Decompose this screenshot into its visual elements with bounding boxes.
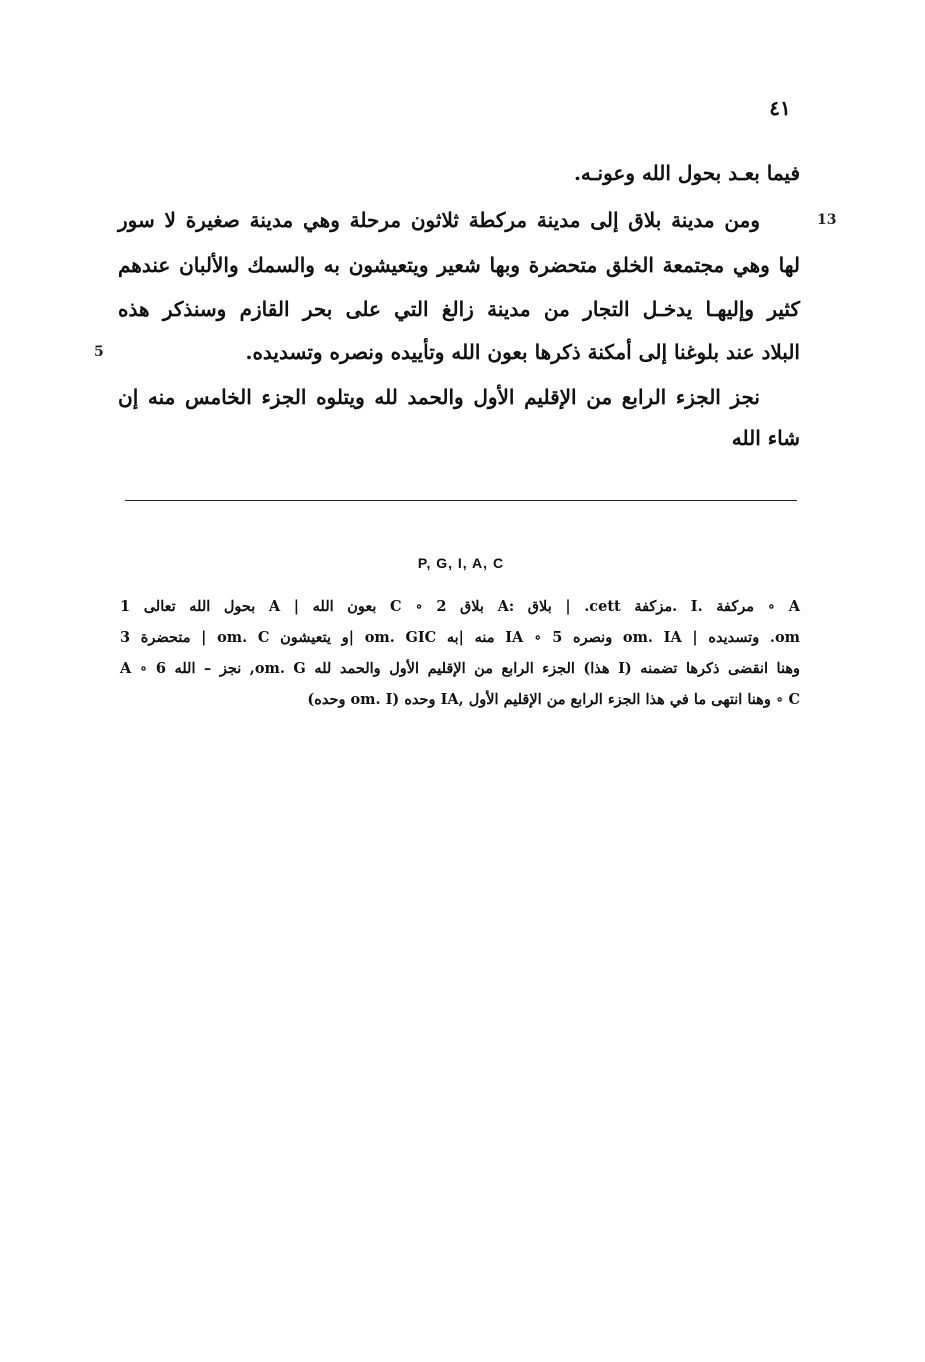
text-line: ومن مدينة بلاق إلى مدينة مركطة ثلاثون مرحلة وهي مدينة صغيرة لا سور (118, 208, 760, 232)
apparatus-line: وهنا انقضى ذكرها تضمنه (I هذا) الجزء الرابع من الإقليم الأول والحمد لله om. G, نجز – الله 6 ∘ A (120, 660, 800, 677)
text-line: فيما بعـد بحول الله وعونـه. (573, 161, 800, 185)
text-line: شاء الله (731, 426, 800, 450)
text-line: البلاد عند بلوغنا إلى أمكنة ذكرها بعون الله وتأييده ونصره وتسديده. (245, 340, 800, 364)
text-line: نجز الجزء الرابع من الإقليم الأول والحمد لله ويتلوه الجزء الخامس منه إن (118, 385, 760, 409)
text-line: كثير وإليهـا يدخـل التجار من مدينة زالغ التي على بحر القازم وسنذكر هذه (118, 297, 800, 321)
margin-line-number: 5 (94, 344, 104, 360)
margin-line-number: 13 (817, 212, 837, 228)
apparatus-line: om. وتسديده | om. IA ونصره 5 ∘ IA منه |به om. GIC |و يتعيشون om. C | متحضرة 3 (120, 629, 800, 646)
apparatus-line: A ∘ مركفة .I .مزكفة cett. | بلاق :A بلاق 2 ∘ C بعون الله | A بحول الله تعالى 1 (120, 598, 800, 615)
manuscript-sigla: P, G, I, A, C (417, 555, 505, 571)
critical-apparatus (120, 0, 800, 740)
apparatus-line: C ∘ وهنا انتهى ما في هذا الجزء الرابع من الإقليم الأول ,IA وحده (om. I وحده) (307, 691, 800, 708)
page-number: ٤١ (769, 96, 791, 120)
text-line: لها وهي مجتمعة الخلق متحضرة وبها شعير ويتعيشون به والسمك والألبان عندهم (118, 253, 800, 277)
